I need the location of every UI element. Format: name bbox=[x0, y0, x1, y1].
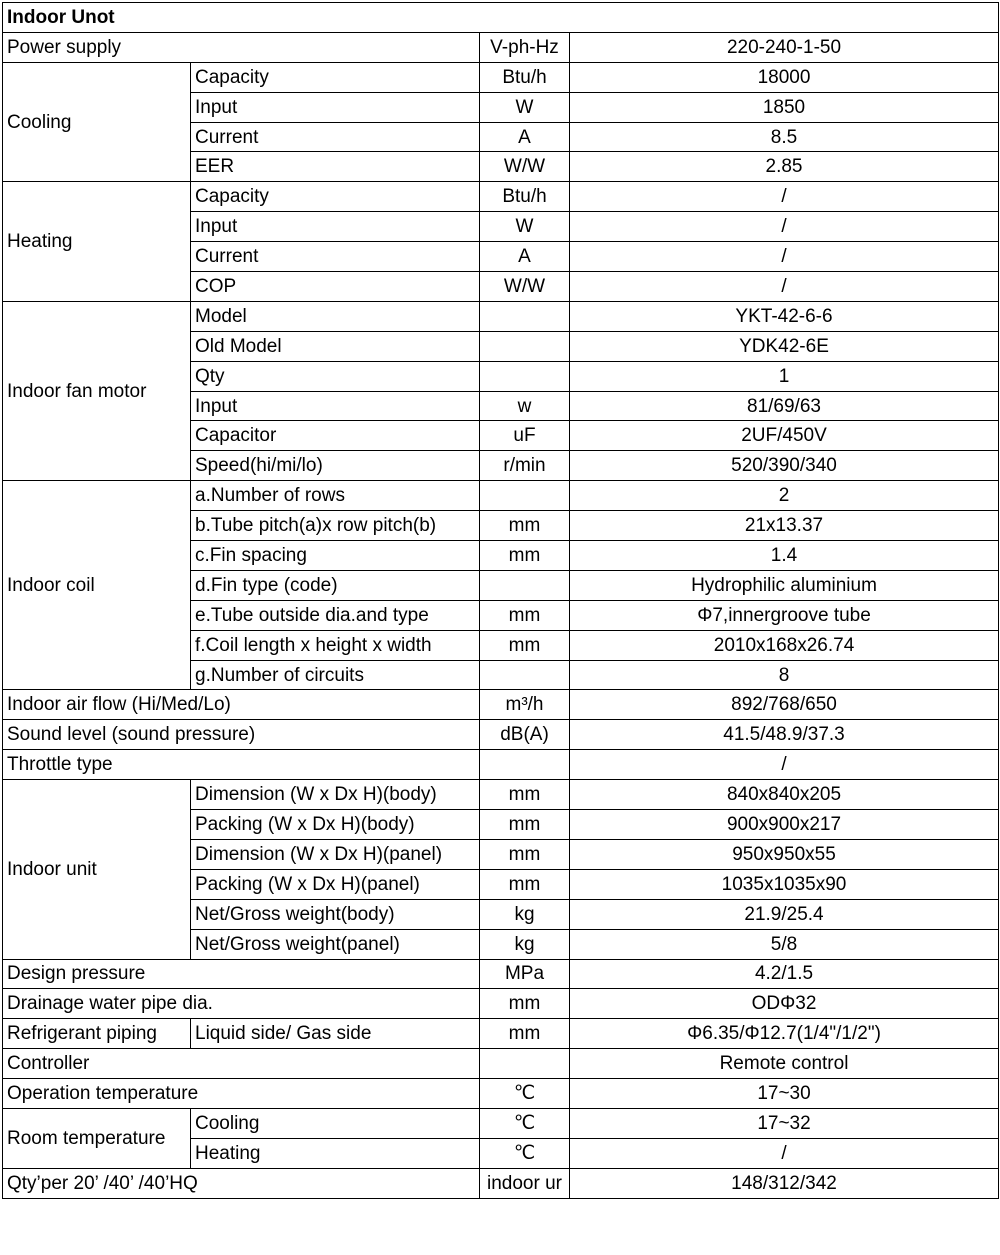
title-row bbox=[3, 3, 999, 33]
row-unit: ℃ bbox=[480, 1138, 570, 1168]
row-item-label: EER bbox=[191, 152, 480, 182]
row-unit: indoor ur bbox=[480, 1168, 570, 1198]
row-unit: mm bbox=[480, 630, 570, 660]
row-unit: r/min bbox=[480, 451, 570, 481]
row-value: Φ7,innergroove tube bbox=[570, 600, 999, 630]
table-row bbox=[3, 690, 999, 720]
table-row bbox=[3, 780, 999, 810]
row-value: 17~32 bbox=[570, 1108, 999, 1138]
row-unit: dB(A) bbox=[480, 720, 570, 750]
row-unit: mm bbox=[480, 869, 570, 899]
row-group-label: Operation temperature bbox=[3, 1079, 480, 1109]
row-item-label: g.Number of circuits bbox=[191, 660, 480, 690]
row-value: 840x840x205 bbox=[570, 780, 999, 810]
row-group-label: Design pressure bbox=[3, 959, 480, 989]
row-unit: kg bbox=[480, 929, 570, 959]
table-row bbox=[3, 301, 999, 331]
row-value: 18000 bbox=[570, 62, 999, 92]
row-unit: mm bbox=[480, 511, 570, 541]
row-value: / bbox=[570, 242, 999, 272]
table-row bbox=[3, 1019, 999, 1049]
row-unit bbox=[480, 361, 570, 391]
row-value: 81/69/63 bbox=[570, 391, 999, 421]
row-value: 21.9/25.4 bbox=[570, 899, 999, 929]
row-item-label: Input bbox=[191, 92, 480, 122]
row-group-label: Indoor coil bbox=[3, 481, 191, 690]
row-unit: mm bbox=[480, 1019, 570, 1049]
row-value: 1 bbox=[570, 361, 999, 391]
row-unit: mm bbox=[480, 810, 570, 840]
row-item-label: Speed(hi/mi/lo) bbox=[191, 451, 480, 481]
row-item-label: Net/Gross weight(body) bbox=[191, 899, 480, 929]
row-item-label: Input bbox=[191, 212, 480, 242]
row-value: / bbox=[570, 212, 999, 242]
table-row bbox=[3, 1079, 999, 1109]
table-row bbox=[3, 182, 999, 212]
row-value: 41.5/48.9/37.3 bbox=[570, 720, 999, 750]
row-value: 892/768/650 bbox=[570, 690, 999, 720]
row-value: 1850 bbox=[570, 92, 999, 122]
table-row bbox=[3, 1168, 999, 1198]
row-item-label: Heating bbox=[191, 1138, 480, 1168]
row-unit bbox=[480, 570, 570, 600]
row-unit: kg bbox=[480, 899, 570, 929]
row-value: 17~30 bbox=[570, 1079, 999, 1109]
row-item-label: Model bbox=[191, 301, 480, 331]
table-row bbox=[3, 959, 999, 989]
table-row bbox=[3, 1049, 999, 1079]
row-item-label: Qty bbox=[191, 361, 480, 391]
row-unit: W/W bbox=[480, 272, 570, 302]
row-group-label: Indoor unit bbox=[3, 780, 191, 959]
table-row bbox=[3, 720, 999, 750]
row-item-label: Old Model bbox=[191, 331, 480, 361]
row-value: Remote control bbox=[570, 1049, 999, 1079]
row-unit: MPa bbox=[480, 959, 570, 989]
row-value: 2.85 bbox=[570, 152, 999, 182]
row-unit bbox=[480, 750, 570, 780]
table-row bbox=[3, 750, 999, 780]
row-item-label: Capacity bbox=[191, 182, 480, 212]
row-unit: mm bbox=[480, 541, 570, 571]
row-unit: m³/h bbox=[480, 690, 570, 720]
row-item-label: Net/Gross weight(panel) bbox=[191, 929, 480, 959]
spec-table bbox=[2, 2, 999, 1199]
row-value: / bbox=[570, 272, 999, 302]
row-unit bbox=[480, 331, 570, 361]
row-unit bbox=[480, 481, 570, 511]
row-unit bbox=[480, 660, 570, 690]
row-item-label: COP bbox=[191, 272, 480, 302]
row-value: 4.2/1.5 bbox=[570, 959, 999, 989]
row-unit: ℃ bbox=[480, 1108, 570, 1138]
row-unit: mm bbox=[480, 780, 570, 810]
row-unit: mm bbox=[480, 839, 570, 869]
row-value: 2010x168x26.74 bbox=[570, 630, 999, 660]
row-item-label: Liquid side/ Gas side bbox=[191, 1019, 480, 1049]
row-group-label: Throttle type bbox=[3, 750, 480, 780]
row-item-label: Capacity bbox=[191, 62, 480, 92]
row-value: 220-240-1-50 bbox=[570, 32, 999, 62]
row-value: 5/8 bbox=[570, 929, 999, 959]
row-unit: ℃ bbox=[480, 1079, 570, 1109]
row-value: 950x950x55 bbox=[570, 839, 999, 869]
table-title: Indoor Unot bbox=[3, 3, 999, 33]
row-value: Φ6.35/Φ12.7(1/4"/1/2") bbox=[570, 1019, 999, 1049]
row-item-label: b.Tube pitch(a)x row pitch(b) bbox=[191, 511, 480, 541]
row-value: 21x13.37 bbox=[570, 511, 999, 541]
row-item-label: e.Tube outside dia.and type bbox=[191, 600, 480, 630]
row-group-label: Indoor fan motor bbox=[3, 301, 191, 480]
row-unit: W bbox=[480, 212, 570, 242]
row-item-label: d.Fin type (code) bbox=[191, 570, 480, 600]
row-item-label: Packing (W x Dx H)(body) bbox=[191, 810, 480, 840]
row-group-label: Room temperature bbox=[3, 1108, 191, 1168]
row-item-label: c.Fin spacing bbox=[191, 541, 480, 571]
row-value: 8 bbox=[570, 660, 999, 690]
row-group-label: Refrigerant piping bbox=[3, 1019, 191, 1049]
row-value: 1.4 bbox=[570, 541, 999, 571]
row-group-label: Drainage water pipe dia. bbox=[3, 989, 480, 1019]
row-value: / bbox=[570, 182, 999, 212]
row-unit bbox=[480, 1049, 570, 1079]
table-row bbox=[3, 989, 999, 1019]
row-group-label: Controller bbox=[3, 1049, 480, 1079]
row-unit: w bbox=[480, 391, 570, 421]
row-item-label: Current bbox=[191, 242, 480, 272]
row-value: 8.5 bbox=[570, 122, 999, 152]
row-value: Hydrophilic aluminium bbox=[570, 570, 999, 600]
table-row bbox=[3, 1108, 999, 1138]
row-group-label: Power supply bbox=[3, 32, 480, 62]
row-unit bbox=[480, 301, 570, 331]
row-unit: uF bbox=[480, 421, 570, 451]
row-unit: Btu/h bbox=[480, 62, 570, 92]
row-unit: Btu/h bbox=[480, 182, 570, 212]
table-row bbox=[3, 62, 999, 92]
row-value: / bbox=[570, 750, 999, 780]
spec-table-body bbox=[3, 3, 999, 1199]
table-row bbox=[3, 481, 999, 511]
table-row bbox=[3, 32, 999, 62]
row-item-label: Dimension (W x Dx H)(body) bbox=[191, 780, 480, 810]
row-value: ODΦ32 bbox=[570, 989, 999, 1019]
row-unit: V-ph-Hz bbox=[480, 32, 570, 62]
row-item-label: Packing (W x Dx H)(panel) bbox=[191, 869, 480, 899]
row-unit: mm bbox=[480, 600, 570, 630]
row-value: 2UF/450V bbox=[570, 421, 999, 451]
row-group-label: Cooling bbox=[3, 62, 191, 182]
row-item-label: a.Number of rows bbox=[191, 481, 480, 511]
row-group-label: Qty’per 20’ /40’ /40’HQ bbox=[3, 1168, 480, 1198]
row-unit: W/W bbox=[480, 152, 570, 182]
row-unit: A bbox=[480, 122, 570, 152]
row-item-label: Input bbox=[191, 391, 480, 421]
row-unit: mm bbox=[480, 989, 570, 1019]
row-item-label: Dimension (W x Dx H)(panel) bbox=[191, 839, 480, 869]
row-value: 520/390/340 bbox=[570, 451, 999, 481]
row-value: / bbox=[570, 1138, 999, 1168]
row-group-label: Sound level (sound pressure) bbox=[3, 720, 480, 750]
row-item-label: f.Coil length x height x width bbox=[191, 630, 480, 660]
row-value: YDK42-6E bbox=[570, 331, 999, 361]
row-value: 2 bbox=[570, 481, 999, 511]
row-item-label: Cooling bbox=[191, 1108, 480, 1138]
row-group-label: Indoor air flow (Hi/Med/Lo) bbox=[3, 690, 480, 720]
row-item-label: Current bbox=[191, 122, 480, 152]
row-value: 148/312/342 bbox=[570, 1168, 999, 1198]
row-value: YKT-42-6-6 bbox=[570, 301, 999, 331]
row-item-label: Capacitor bbox=[191, 421, 480, 451]
row-value: 1035x1035x90 bbox=[570, 869, 999, 899]
row-value: 900x900x217 bbox=[570, 810, 999, 840]
row-unit: A bbox=[480, 242, 570, 272]
row-group-label: Heating bbox=[3, 182, 191, 302]
row-unit: W bbox=[480, 92, 570, 122]
